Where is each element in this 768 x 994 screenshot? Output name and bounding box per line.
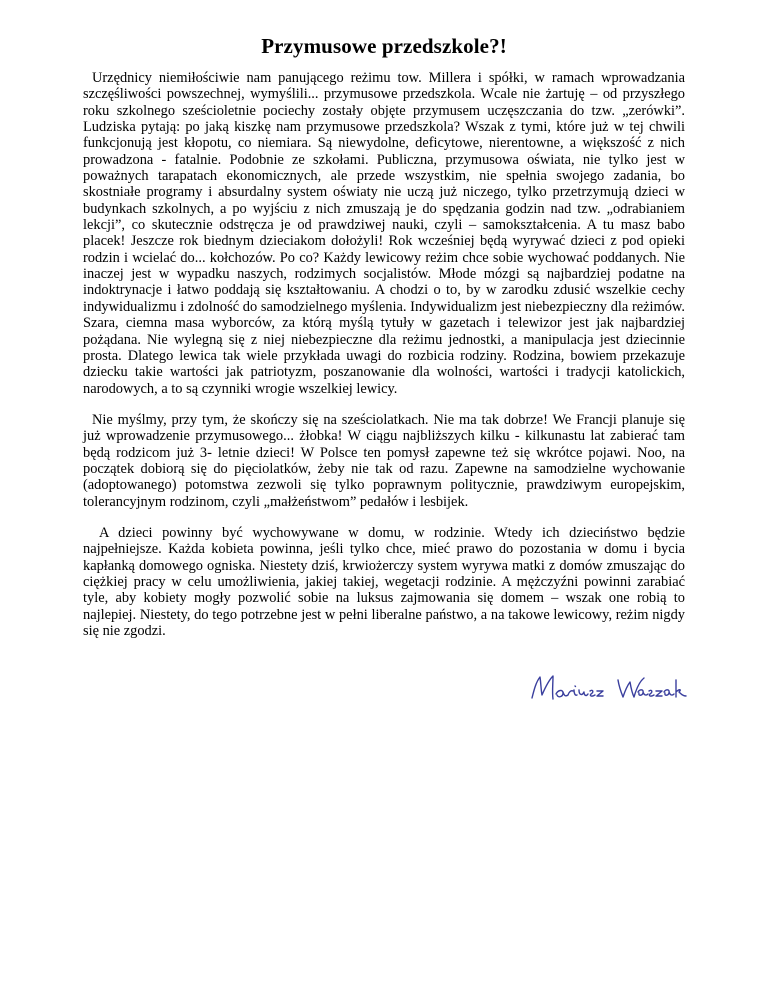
handwritten-signature (526, 668, 691, 712)
paragraph-3: A dzieci powinny być wychowywane w domu, w rodzinie. Wtedy ich dzieciństwo będzie najpełniejsze. Każda kobieta powinna, jeśli tylko chce, mieć prawo do pozostania w domu i bycia kapłanką domowego ogniska. Niestety dziś, krwiożerczy system wyrywa matki z domów zmuszając do ciężkiej pracy w celu umożliwienia, jakiej takiej, wegetacji rodzinie. A mężczyźni powinni zarabiać tyle, aby kobiety mogły pozwolić sobie na luksus zajmowania się domem – wszak one robią to najlepiej. Niestety, do tego potrzebne jest w pełni liberalne państwo, a na takowe lewicowy, reżim nigdy się nie zgodzi. (83, 524, 685, 639)
article-body (83, 70, 685, 639)
document-title: Przymusowe przedszkole?! (261, 34, 507, 58)
paragraph-2: Nie myślmy, przy tym, że skończy się na sześciolatkach. Nie ma tak dobrze! We Francji planuje się już wprowadzenie przymusowego... żłobka! W ciągu najbliższych kilku - kilkunastu lat zabierać tam będą rodzicom już 3- letnie dzieci! W Polsce ten pomysł zapewne też się wkrótce pojawi. Noo, na początek dobiorą się do pięciolatków, żeby nie tak od razu. Zapewne na samodzielne wychowanie (adoptowanego) potomstwa zezwoli się tylko poprawnym politycznie, prawdziwym europejskim, tolerancyjnym rodzinom, czyli „małżeństwom” pedałów i lesbijek. (83, 411, 685, 510)
paragraph-1: Urzędnicy niemiłościwie nam panującego reżimu tow. Millera i spółki, w ramach wprowadzania szczęśliwości powszechnej, wymyślili... przymusowe przedszkola. Wcale nie żartuję – od przyszłego roku szkolnego sześcioletnie pociechy zostały objęte przymusem uczęszczania do tzw. „zerówki”. Ludziska pytają: po jaką kiszkę nam przymusowe przedszkola? Wszak z tymi, które już w tej chwili funkcjonują jest kłopotu, co niemiara. Są niewydolne, deficytowe, nierentowne, a większość z nich prowadzona - fatalnie. Podobnie ze szkołami. Publiczna, przymusowa oświata, nie tylko jest w poważnych tarapatach ekonomicznych, ale przede wszystkim, nie spełnia swojego zadania, bo skostniałe programy i absurdalny system oświaty nie uczą już niczego, tylko przetrzymują dzieci w budynkach szkolnych, a po wyjściu z nich zmuszają je do spędzania godzin nad tzw. „odrabianiem lekcji”, co skutecznie odstręcza je od prawdziwej nauki, czyli – samokształcenia. A tu masz babo placek! Jeszcze rok biednym dzieciakom dołożyli! Rok wcześniej będą wyrywać dzieci z pod opieki rodzin i wcielać do... kołchozów. Po co? Każdy lewicowy reżim chce sobie wychować poddanych. Nie inaczej jest w wypadku naszych, rodzimych socjalistów. Młode mózgi są najbardziej podatne na indoktrynacje i łatwo poddają się kształtowaniu. A chodzi o to, by w zarodku zdusić wszelkie cechy indywidualizmu i zdolność do samodzielnego myślenia. Indywidualizm jest niebezpieczny dla reżimów. Szara, ciemna masa wyborców, za którą myślą tytuły w gazetach i telewizor jest jak najbardziej pożądana. Nie wylegną się z niej niebezpieczne dla reżimu jednostki, a manipulacja jest dziecinnie prosta. Dlatego lewica tak wiele przykłada uwagi do rozbicia rodziny. Rodzina, bowiem przekazuje dziecku takie wartości jak patriotyzm, poszanowanie dla wolności, wartości i tradycji katolickich, narodowych, a to są czynniki wrogie wszelkiej lewicy. (83, 70, 685, 397)
